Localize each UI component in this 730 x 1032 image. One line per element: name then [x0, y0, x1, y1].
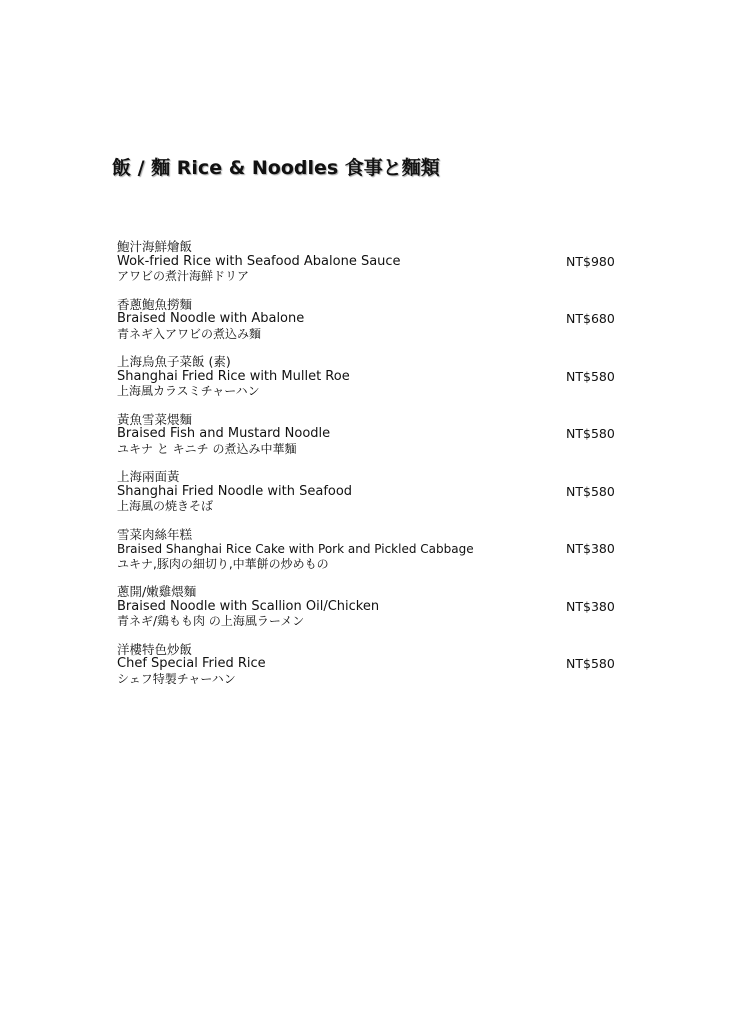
menu-item: [117, 413, 617, 471]
dish-name-chinese: 香蔥鮑魚撈麵: [117, 296, 193, 312]
dish-price: NT$580: [566, 656, 615, 671]
dish-price: NT$580: [566, 483, 615, 499]
dish-name-japanese: 上海風の焼きそば: [117, 499, 214, 513]
dish-name-chinese: 上海烏魚子菜飯 (素): [117, 354, 231, 369]
menu-item: [117, 585, 617, 643]
menu-list: [117, 240, 617, 700]
menu-item: [117, 355, 617, 413]
dish-name-japanese: シェフ特製チャーハン: [117, 671, 236, 686]
dish-price: NT$380: [566, 541, 615, 556]
dish-name-english: Shanghai Fried Noodle with Seafood: [117, 483, 353, 499]
dish-price: NT$580: [566, 368, 615, 384]
dish-name-english: Braised Noodle with Scallion Oil/Chicken: [117, 598, 380, 614]
menu-item: [117, 643, 617, 701]
dish-name-chinese: 蔥開/嫩雞煨麵: [117, 584, 197, 599]
menu-item: [117, 240, 617, 298]
dish-name-english: Shanghai Fried Rice with Mullet Roe: [117, 368, 350, 384]
dish-name-chinese: 上海兩面黃: [117, 469, 180, 484]
dish-name-chinese: 洋樓特色炒飯: [117, 641, 193, 657]
dish-name-chinese: 鮑汁海鮮燴飯: [117, 239, 193, 254]
page-title: 飯 / 麵 Rice & Noodles 食事と麵類: [112, 157, 440, 179]
dish-name-japanese: ユキナ と キニチ の煮込み中華麵: [117, 441, 297, 456]
dish-name-japanese: 青ネギ/鶏もも肉 の上海風ラーメン: [117, 614, 305, 628]
dish-name-japanese: 青ネギ入アワビの煮込み麵: [117, 326, 262, 341]
dish-name-english: Chef Special Fried Rice: [117, 656, 266, 671]
dish-price: NT$980: [566, 253, 615, 269]
dish-name-english: Braised Noodle with Abalone: [117, 311, 305, 326]
dish-name-english: Braised Fish and Mustard Noodle: [117, 426, 331, 441]
menu-item: [117, 528, 617, 586]
menu-item: [117, 298, 617, 356]
dish-name-chinese: 黃魚雪菜煨麵: [117, 411, 193, 427]
dish-name-english: Wok-fried Rice with Seafood Abalone Sauce: [117, 253, 401, 269]
dish-name-chinese: 雪菜肉絲年糕: [117, 526, 193, 542]
dish-name-japanese: ユキナ,豚肉の細切り,中華餅の炒めもの: [117, 556, 329, 571]
dish-name-english: Braised Shanghai Rice Cake with Pork and Pickled Cabbage: [117, 542, 474, 556]
dish-price: NT$680: [566, 311, 615, 326]
menu-item: [117, 470, 617, 528]
dish-name-japanese: 上海風カラスミチャーハン: [117, 384, 260, 398]
dish-name-japanese: アワビの煮汁海鮮ドリア: [117, 269, 250, 283]
dish-price: NT$580: [566, 426, 615, 441]
dish-price: NT$380: [566, 598, 615, 614]
